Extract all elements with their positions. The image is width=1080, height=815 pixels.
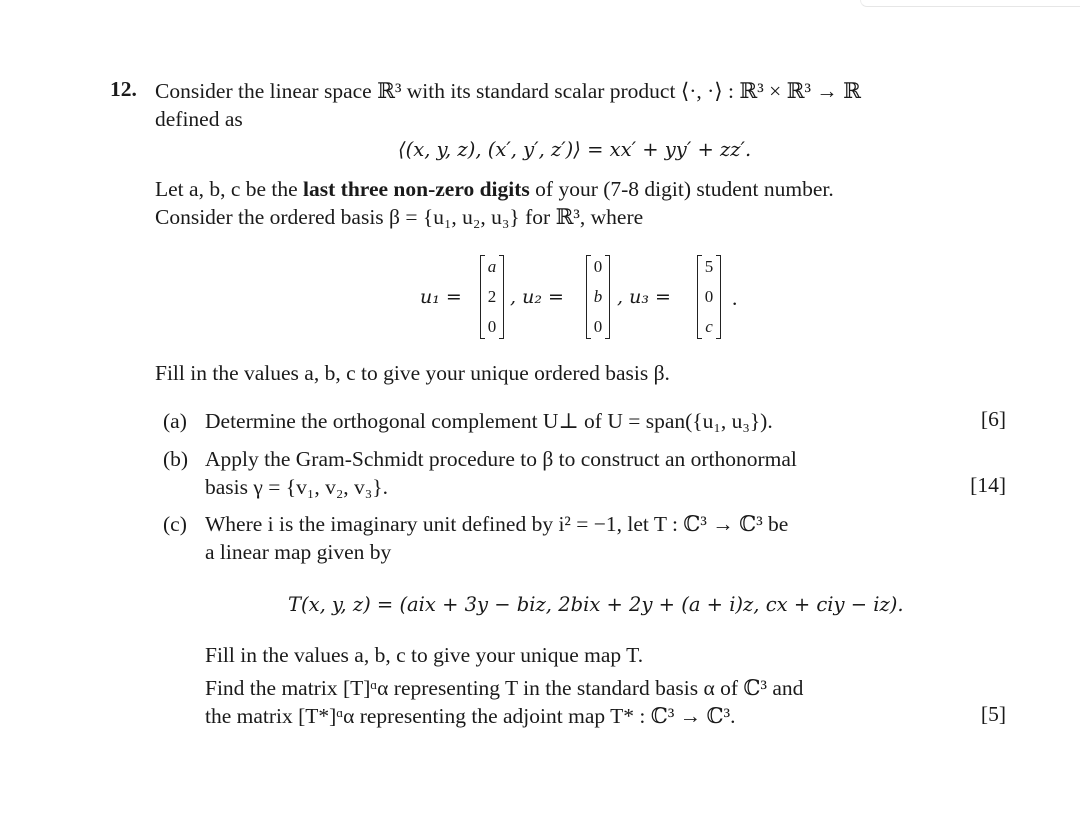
part-a-label: (a): [163, 409, 187, 433]
part-b-marks: [14]: [970, 473, 1006, 497]
part-c-label: (c): [163, 512, 187, 536]
part-c-line-1: Where i is the imaginary unit defined by i² = −1, let T : ℂ³ → ℂ³ be: [205, 512, 789, 536]
let-post: of your (7-8 digit) student number.: [529, 177, 834, 201]
u3-entry-2: 0: [704, 287, 714, 306]
part-c-line-2: a linear map given by: [205, 540, 392, 564]
part-b-line-1: Apply the Gram-Schmidt procedure to β to construct an orthonormal: [205, 447, 797, 471]
u3-vector: [697, 256, 721, 338]
intro-line-2: defined as: [155, 107, 243, 131]
question-number: 12.: [110, 77, 137, 101]
part-c-marks: [5]: [980, 702, 1006, 726]
u2-label: , u₂ =: [510, 286, 564, 308]
u2-entry-2: b: [593, 287, 603, 306]
part-b-label: (b): [163, 447, 189, 471]
scalar-product-formula: ⟨(x, y, z), (x′, y′, z′)⟩ = xx′ + yy′ + zz′.: [398, 138, 752, 161]
intro-line-1: Consider the linear space ℝ³ with its standard scalar product ⟨·, ·⟩ : ℝ³ × ℝ³ → ℝ: [155, 79, 862, 103]
part-c-fill-line: Fill in the values a, b, c to give your unique map T.: [205, 643, 644, 667]
linear-map-formula: T(x, y, z) = (aix + 3y − biz, 2bix + 2y + (a + i)z, cx + ciy − iz).: [288, 593, 904, 616]
u1-entry-3: 0: [487, 317, 497, 336]
let-line: [155, 175, 834, 203]
part-a-marks: [6]: [980, 407, 1006, 431]
part-b-line-2: basis γ = {v₁, v₂, v₃}.: [205, 475, 389, 499]
u2-entry-3: 0: [593, 317, 603, 336]
u3-entry-3: c: [705, 317, 713, 336]
fill-basis-line: Fill in the values a, b, c to give your unique ordered basis β.: [155, 361, 670, 385]
part-c-find-line-2: the matrix [T*]ᵅα representing the adjoint map T* : ℂ³ → ℂ³.: [205, 704, 736, 728]
top-edge-strip: [860, 0, 1080, 7]
u2-vector: [586, 256, 610, 338]
u1-entry-2: 2: [487, 287, 497, 306]
let-bold: last three non-zero digits: [303, 177, 530, 201]
vectors-end-period: .: [732, 286, 738, 310]
u3-label: , u₃ =: [617, 286, 671, 308]
u3-entry-1: 5: [704, 257, 714, 276]
let-pre: Let a, b, c be the: [155, 177, 304, 201]
part-a-text: Determine the orthogonal complement U⊥ of U = span({u₁, u₃}).: [205, 409, 773, 433]
part-c-find-line-1: Find the matrix [T]ᵅα representing T in the standard basis α of ℂ³ and: [205, 676, 804, 700]
u1-entry-1: a: [487, 257, 497, 276]
basis-line: Consider the ordered basis β = {u₁, u₂, u₃} for ℝ³, where: [155, 205, 644, 229]
u1-label: u₁ =: [420, 286, 462, 308]
u2-entry-1: 0: [593, 257, 603, 276]
u1-vector: [480, 256, 504, 338]
